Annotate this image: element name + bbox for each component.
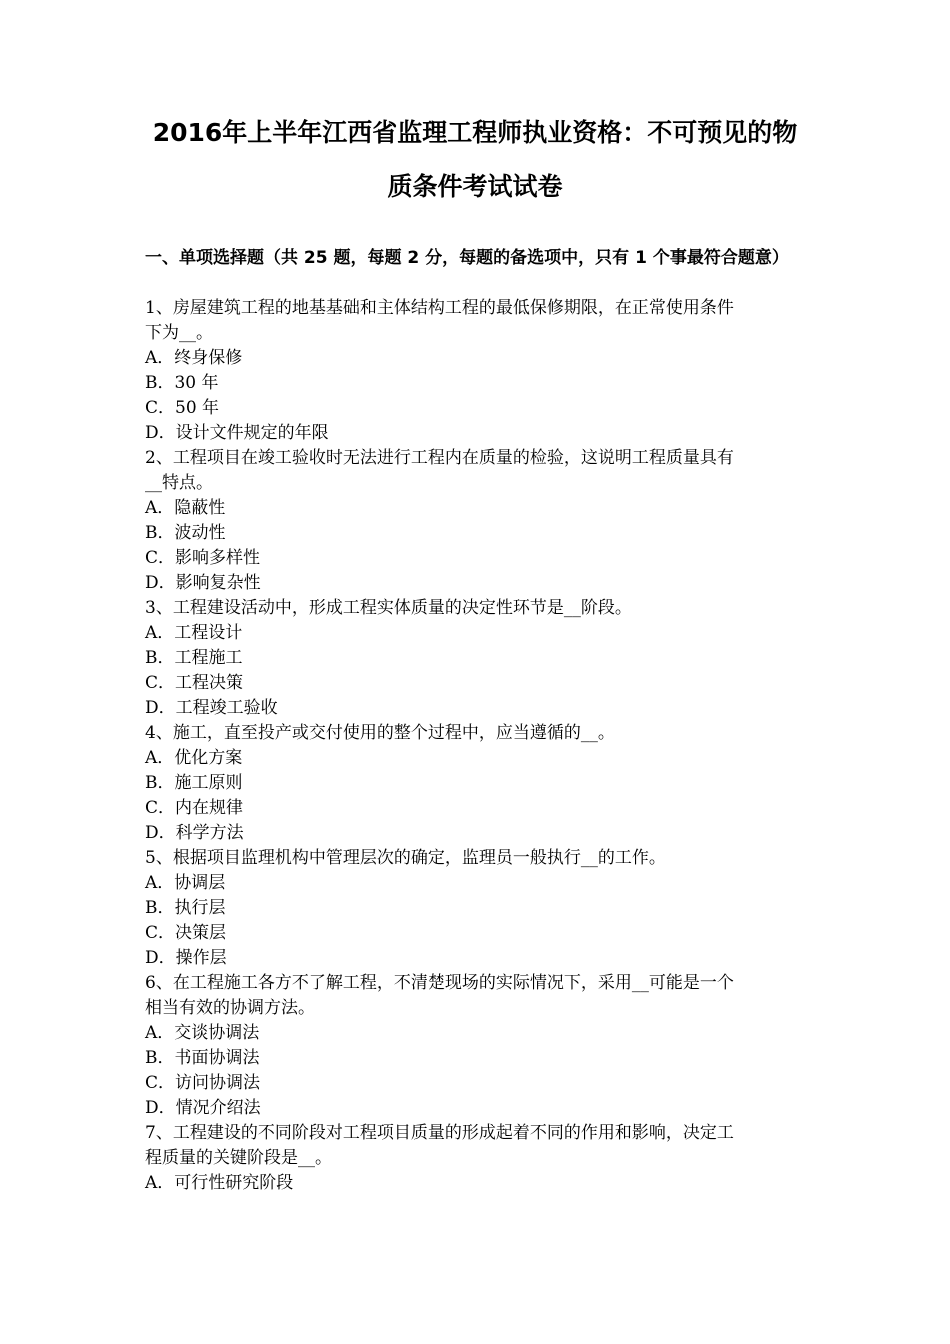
answer-option: D．科学方法 <box>145 823 244 843</box>
answer-option: A．工程设计 <box>145 623 243 643</box>
answer-option: A．交谈协调法 <box>145 1023 260 1043</box>
document-title-line-1: 2016年上半年江西省监理工程师执业资格：不可预见的物 <box>152 118 798 147</box>
answer-option: B．30 年 <box>145 373 219 393</box>
answer-option: A．可行性研究阶段 <box>145 1173 294 1193</box>
answer-option: C．工程决策 <box>145 673 244 693</box>
answer-option: D．情况介绍法 <box>145 1098 261 1118</box>
question-item <box>145 1121 810 1196</box>
question-item <box>145 721 810 846</box>
answer-option: A．终身保修 <box>145 348 243 368</box>
answer-option: A．隐蔽性 <box>145 498 226 518</box>
document-title-line-2: 质条件考试试卷 <box>387 172 563 201</box>
answer-option: D．操作层 <box>145 948 227 968</box>
question-stem: 7、工程建设的不同阶段对工程项目质量的形成起着不同的作用和影响，决定工 <box>145 1123 734 1143</box>
question-item <box>145 971 810 1121</box>
answer-option: D．设计文件规定的年限 <box>145 423 329 443</box>
answer-option: C．访问协调法 <box>145 1073 261 1093</box>
answer-option: B．工程施工 <box>145 648 243 668</box>
question-item <box>145 446 810 596</box>
question-stem: 程质量的关键阶段是__。 <box>145 1148 332 1168</box>
answer-option: D．影响复杂性 <box>145 573 261 593</box>
answer-option: C．影响多样性 <box>145 548 261 568</box>
answer-option: D．工程竣工验收 <box>145 698 278 718</box>
question-stem: 2、工程项目在竣工验收时无法进行工程内在质量的检验，这说明工程质量具有 <box>145 448 734 468</box>
question-stem: 3、工程建设活动中，形成工程实体质量的决定性环节是__阶段。 <box>145 598 632 618</box>
answer-option: B．施工原则 <box>145 773 243 793</box>
question-item <box>145 596 810 721</box>
question-stem: 4、施工，直至投产或交付使用的整个过程中，应当遵循的__。 <box>145 723 615 743</box>
question-stem: 1、房屋建筑工程的地基基础和主体结构工程的最低保修期限，在正常使用条件 <box>145 298 734 318</box>
answer-option: C．决策层 <box>145 923 227 943</box>
question-stem: __特点。 <box>145 473 213 493</box>
question-item <box>145 296 810 446</box>
question-stem: 下为__。 <box>145 323 213 343</box>
answer-option: C．50 年 <box>145 398 220 418</box>
answer-option: A．优化方案 <box>145 748 243 768</box>
question-stem: 相当有效的协调方法。 <box>145 998 315 1018</box>
question-stem: 6、在工程施工各方不了解工程，不清楚现场的实际情况下，采用__可能是一个 <box>145 973 734 993</box>
answer-option: B．书面协调法 <box>145 1048 260 1068</box>
question-stem: 5、根据项目监理机构中管理层次的确定，监理员一般执行__的工作。 <box>145 848 666 868</box>
answer-option: A．协调层 <box>145 873 226 893</box>
question-item <box>145 846 810 971</box>
section-heading: 一、单项选择题（共 25 题，每题 2 分，每题的备选项中，只有 1 个事最符合题意） <box>145 248 789 268</box>
answer-option: C．内在规律 <box>145 798 244 818</box>
answer-option: B．执行层 <box>145 898 226 918</box>
question-list <box>145 296 810 1196</box>
answer-option: B．波动性 <box>145 523 226 543</box>
